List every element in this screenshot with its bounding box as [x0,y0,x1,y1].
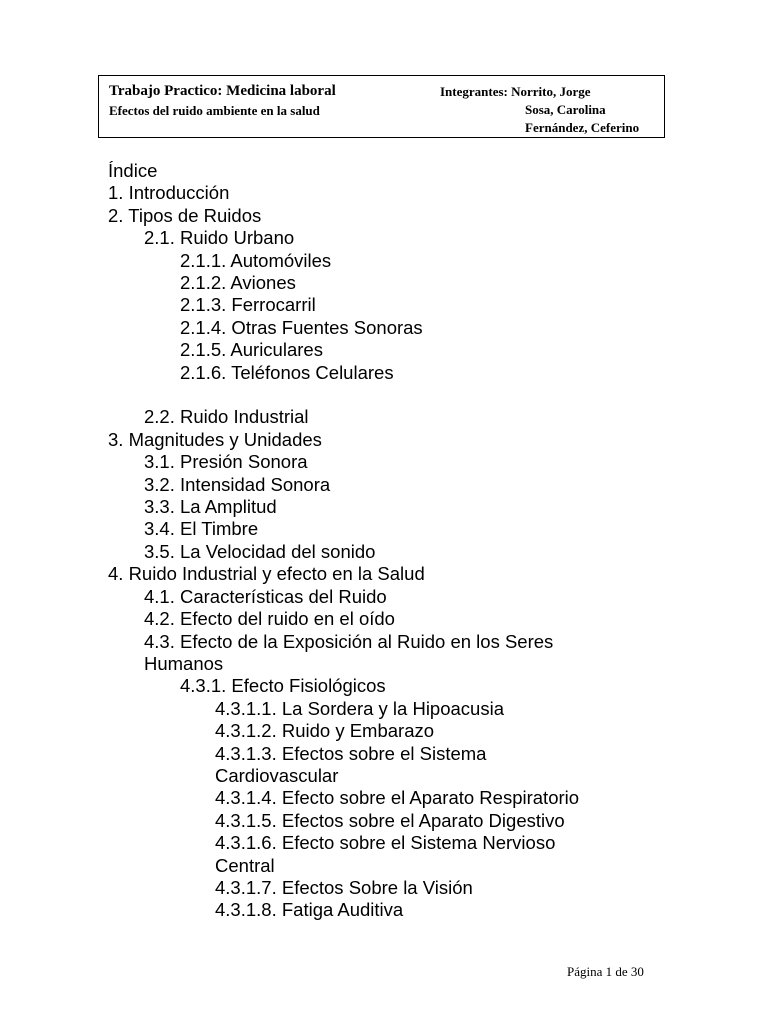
toc-entry: 2.1.3. Ferrocarril [180,294,316,316]
toc-entry: 3.4. El Timbre [144,518,259,540]
toc-entry: 3.1. Presión Sonora [144,451,308,473]
members-label: Integrantes: Norrito, Jorge [440,84,591,99]
toc-entry: Central [215,854,275,876]
member-name: Sosa, Carolina [525,102,606,117]
document-subtitle: Efectos del ruido ambiente en la salud [109,103,320,118]
toc-entry: 4.3.1.5. Efectos sobre el Aparato Digestivo [215,809,565,831]
toc-entry: 2.1.1. Automóviles [180,249,332,271]
toc-entry: 2.1.2. Aviones [180,272,296,294]
toc-entry: 4.2. Efecto del ruido en el oído [144,608,395,630]
toc-entry: 2.1.5. Auriculares [180,339,323,361]
toc-entry: 2.2. Ruido Industrial [144,406,309,428]
toc-entry: 1. Introducción [108,182,230,204]
toc-entry: 2.1.6. Teléfonos Celulares [180,361,394,383]
toc-entry: 4.3.1.4. Efecto sobre el Aparato Respiratorio [215,787,580,809]
toc-entry: 4.3.1.2. Ruido y Embarazo [215,720,435,742]
toc-entry: 4. Ruido Industrial y efecto en la Salud [108,563,425,585]
toc-entry: 4.3.1.3. Efectos sobre el Sistema [215,742,487,764]
toc-entry: 3.3. La Amplitud [144,496,277,518]
blank-line [108,384,668,406]
toc-entry: 3.2. Intensidad Sonora [144,473,331,495]
toc-entry: 2.1.4. Otras Fuentes Sonoras [180,316,423,338]
document-title: Trabajo Practico: Medicina laboral [109,83,336,99]
toc-heading: Índice [108,160,158,181]
toc-entry: 3. Magnitudes y Unidades [108,428,322,450]
toc-entry: 2.1. Ruido Urbano [144,227,295,249]
toc-entry: 2. Tipos de Ruidos [108,204,262,226]
page-number: Página 1 de 30 [567,964,644,979]
toc-entry: 4.3.1.1. La Sordera y la Hipoacusia [215,697,504,719]
document-header [98,75,665,138]
member-name: Fernández, Ceferino [525,120,640,135]
toc-entry: 4.3.1.7. Efectos Sobre la Visión [215,876,473,898]
toc-entry: 4.3.1.8. Fatiga Auditiva [215,899,404,921]
toc-entry: 4.3. Efecto de la Exposición al Ruido en los Seres [144,630,554,652]
toc-entry: 4.3.1.6. Efecto sobre el Sistema Nervioso [215,832,556,854]
table-of-contents [108,160,668,922]
toc-entry: 4.1. Características del Ruido [144,585,387,607]
toc-entry: 3.5. La Velocidad del sonido [144,540,376,562]
toc-entry: Humanos [144,652,224,674]
toc-entry: 4.3.1. Efecto Fisiológicos [180,675,386,697]
toc-entry: Cardiovascular [215,764,339,786]
